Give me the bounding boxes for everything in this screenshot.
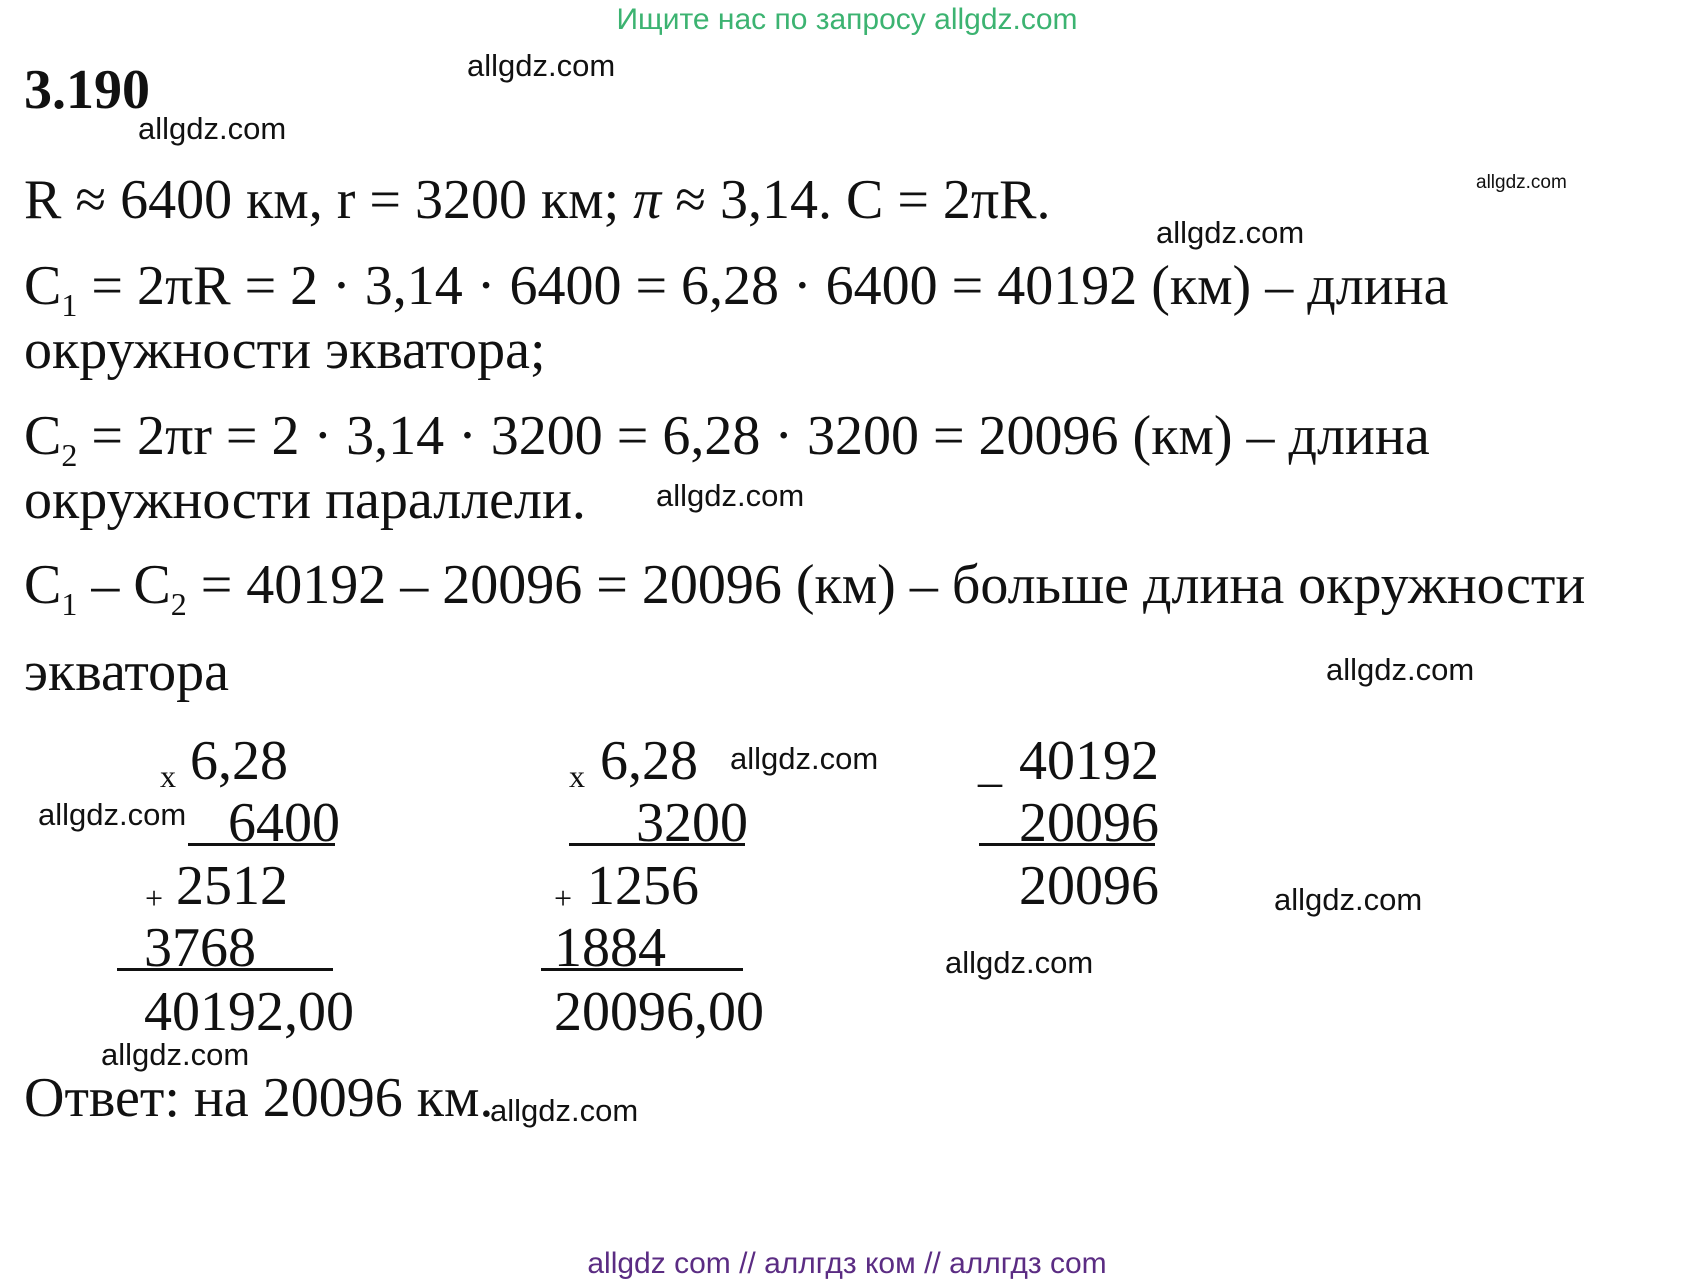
watermark: allgdz.com <box>138 111 287 146</box>
watermark: allgdz.com <box>1326 652 1475 687</box>
c1-subscript: 1 <box>61 287 78 323</box>
diff-minus-c2: – C <box>77 554 171 616</box>
calc2-multiply-sign: x <box>569 758 585 794</box>
calc2-rule-top <box>569 843 745 846</box>
calc2-factor2: 3200 <box>636 792 748 854</box>
calc2-partial1: 1256 <box>587 855 699 917</box>
diff-c1-subscript: 1 <box>61 586 78 622</box>
calc3-minuend: 40192 <box>1019 730 1159 792</box>
calc2-result: 20096,00 <box>554 981 764 1043</box>
top-banner: Ищите нас по запросу allgdz.com <box>616 3 1078 36</box>
watermark: allgdz.com <box>1274 882 1423 917</box>
calc2-partial2: 1884 <box>554 917 666 979</box>
calc1-result: 40192,00 <box>144 981 354 1043</box>
calc1-rule-top <box>188 843 335 846</box>
c2-expression: = 2πr = 2 · 3,14 · 3200 = 6,28 · 3200 = 20096 (км) – длина <box>77 405 1430 467</box>
difference-equation <box>24 554 1586 622</box>
calc3-minus-sign: _ <box>978 739 1002 792</box>
problem-number: 3.190 <box>24 59 150 121</box>
calc3-subtrahend: 20096 <box>1019 792 1159 854</box>
watermark: allgdz.com <box>1156 215 1305 250</box>
calc2-plus-sign: + <box>554 880 573 916</box>
c2-description: окружности параллели. <box>24 469 586 531</box>
given-line <box>24 169 1051 231</box>
calc1-multiply-sign: x <box>160 758 176 794</box>
watermark: allgdz.com <box>490 1093 639 1128</box>
watermark: allgdz.com <box>730 741 879 776</box>
c1-expression: = 2πR = 2 · 3,14 · 6400 = 6,28 · 6400 = 40192 (км) – длина <box>77 255 1449 317</box>
diff-c2-subscript: 2 <box>170 586 187 622</box>
given-prefix: R ≈ 6400 км, r = 3200 км; <box>24 169 634 231</box>
c1-symbol: C <box>24 255 62 317</box>
calc1-plus-sign: + <box>145 880 164 916</box>
given-suffix: ≈ 3,14. C = 2πR. <box>661 169 1051 231</box>
calc3-result: 20096 <box>1019 855 1159 917</box>
c2-symbol: C <box>24 405 62 467</box>
calc1-partial1: 2512 <box>176 855 288 917</box>
c1-description: окружности экватора; <box>24 319 546 381</box>
calc3-rule <box>979 843 1155 846</box>
calc2-factor1: 6,28 <box>600 730 698 792</box>
bottom-banner: allgdz com // аллгдз ком // аллгдз com <box>587 1247 1107 1280</box>
calc1-partial2: 3768 <box>144 917 256 979</box>
difference-description: экватора <box>24 641 229 703</box>
calc1-factor1: 6,28 <box>190 730 288 792</box>
watermark: allgdz.com <box>656 478 805 513</box>
given-pi: π <box>633 169 662 231</box>
diff-expression: = 40192 – 20096 = 20096 (км) – больше длина окружности <box>186 554 1586 616</box>
watermark: allgdz.com <box>38 797 187 832</box>
watermark: allgdz.com <box>1476 172 1567 193</box>
answer-line: Ответ: на 20096 км. <box>24 1067 494 1129</box>
c2-subscript: 2 <box>61 437 78 473</box>
calc2-rule-bottom <box>541 968 743 971</box>
calc1-factor2: 6400 <box>228 792 340 854</box>
watermark: allgdz.com <box>467 48 616 83</box>
watermark: allgdz.com <box>945 945 1094 980</box>
diff-c1-symbol: C <box>24 554 62 616</box>
c2-equation <box>24 405 1430 473</box>
calc1-rule-bottom <box>117 968 333 971</box>
watermark: allgdz.com <box>101 1037 250 1072</box>
c1-equation <box>24 255 1449 323</box>
